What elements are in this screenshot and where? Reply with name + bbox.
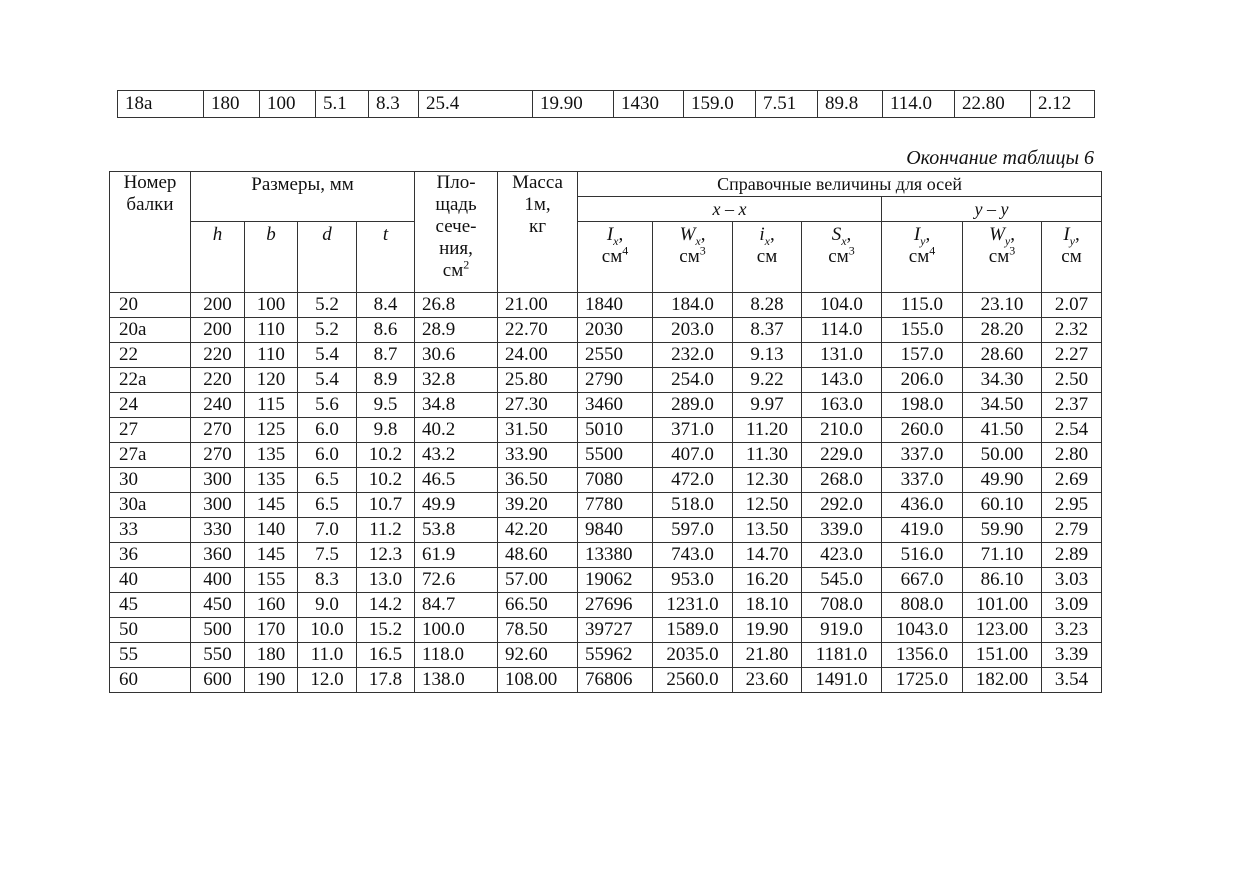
table-cell: 100 <box>260 91 316 118</box>
table-cell: 59.90 <box>963 518 1042 543</box>
table-cell: 3.39 <box>1042 643 1102 668</box>
table-cell: 34.8 <box>415 393 498 418</box>
table-cell: 118.0 <box>415 643 498 668</box>
table-cell: 516.0 <box>882 543 963 568</box>
table-cell: 371.0 <box>653 418 733 443</box>
table-cell: 26.8 <box>415 293 498 318</box>
header-Ix: $I_x$, $см^4$ <box>578 222 653 293</box>
table-cell: 28.9 <box>415 318 498 343</box>
beam-number-cell: 27a <box>110 443 191 468</box>
table-cell: 21.80 <box>733 643 802 668</box>
table-cell: 300 <box>191 468 245 493</box>
table-cell: 8.7 <box>357 343 415 368</box>
table-cell: 25.80 <box>498 368 578 393</box>
table-cell: 114.0 <box>883 91 955 118</box>
table-cell: 34.30 <box>963 368 1042 393</box>
table-cell: 1231.0 <box>653 593 733 618</box>
table-cell: 100 <box>245 293 298 318</box>
table-cell: 1491.0 <box>802 668 882 693</box>
table-cell: 104.0 <box>802 293 882 318</box>
table-cell: 260.0 <box>882 418 963 443</box>
beam-number-cell: 30 <box>110 468 191 493</box>
table-row <box>118 91 1095 118</box>
table-cell: 198.0 <box>882 393 963 418</box>
header-area: Пло- щадь сече- ния, $см^2$ <box>415 172 498 293</box>
table-cell: 220 <box>191 368 245 393</box>
table-cell: 27696 <box>578 593 653 618</box>
table-cell: 10.0 <box>298 618 357 643</box>
table-cell: 2030 <box>578 318 653 343</box>
table-cell: 157.0 <box>882 343 963 368</box>
table-cell: 143.0 <box>802 368 882 393</box>
table-cell: 423.0 <box>802 543 882 568</box>
header-dimensions: Размеры, мм <box>191 172 415 222</box>
table-row <box>110 668 1102 693</box>
table-cell: 61.9 <box>415 543 498 568</box>
table-cell: 72.6 <box>415 568 498 593</box>
table-cell: 30.6 <box>415 343 498 368</box>
table-cell: 9.0 <box>298 593 357 618</box>
table-cell: 60.10 <box>963 493 1042 518</box>
table-cell: 337.0 <box>882 443 963 468</box>
table-header <box>110 172 1102 293</box>
table-cell: 1725.0 <box>882 668 963 693</box>
table-row <box>110 368 1102 393</box>
table-cell: 23.60 <box>733 668 802 693</box>
table-cell: 28.60 <box>963 343 1042 368</box>
table-cell: 337.0 <box>882 468 963 493</box>
table-cell: 289.0 <box>653 393 733 418</box>
table-cell: 2.89 <box>1042 543 1102 568</box>
table-cell: 159.0 <box>684 91 756 118</box>
table-cell: 9840 <box>578 518 653 543</box>
header-Iy: $I_y$, $см^4$ <box>882 222 963 293</box>
table-cell: 2.27 <box>1042 343 1102 368</box>
table-cell: 9.22 <box>733 368 802 393</box>
table-cell: 135 <box>245 468 298 493</box>
table-cell: 42.20 <box>498 518 578 543</box>
table-row <box>110 493 1102 518</box>
beam-number-cell: 36 <box>110 543 191 568</box>
table-cell: 360 <box>191 543 245 568</box>
table-cell: 108.00 <box>498 668 578 693</box>
table-row <box>110 543 1102 568</box>
table-cell: 110 <box>245 318 298 343</box>
beam-number-cell: 40 <box>110 568 191 593</box>
beam-number-cell: 55 <box>110 643 191 668</box>
table-cell: 550 <box>191 643 245 668</box>
table-cell: 229.0 <box>802 443 882 468</box>
table-cell: 8.4 <box>357 293 415 318</box>
beam-properties-table <box>109 171 1102 693</box>
table-cell: 292.0 <box>802 493 882 518</box>
table-cell: 32.8 <box>415 368 498 393</box>
table-cell: 2.37 <box>1042 393 1102 418</box>
table-cell: 115 <box>245 393 298 418</box>
table-cell: 190 <box>245 668 298 693</box>
table-cell: 5.1 <box>316 91 369 118</box>
table-cell: 16.20 <box>733 568 802 593</box>
table-cell: 89.8 <box>818 91 883 118</box>
table-cell: 101.00 <box>963 593 1042 618</box>
table-row <box>110 318 1102 343</box>
table-cell: 78.50 <box>498 618 578 643</box>
table-cell: 115.0 <box>882 293 963 318</box>
header-b: b <box>245 222 298 293</box>
table-cell: 145 <box>245 543 298 568</box>
table-cell: 270 <box>191 418 245 443</box>
table-row <box>110 643 1102 668</box>
table-cell: 1840 <box>578 293 653 318</box>
table-cell: 518.0 <box>653 493 733 518</box>
table-cell: 953.0 <box>653 568 733 593</box>
table-cell: 12.3 <box>357 543 415 568</box>
table-cell: 12.0 <box>298 668 357 693</box>
header-d: d <box>298 222 357 293</box>
table-row <box>110 618 1102 643</box>
table-cell: 14.70 <box>733 543 802 568</box>
table-cell: 39.20 <box>498 493 578 518</box>
table-cell: 27.30 <box>498 393 578 418</box>
table-cell: 597.0 <box>653 518 733 543</box>
table-cell: 2.79 <box>1042 518 1102 543</box>
table-cell: 33.90 <box>498 443 578 468</box>
table-cell: 180 <box>245 643 298 668</box>
table-cell: 184.0 <box>653 293 733 318</box>
table-cell: 155.0 <box>882 318 963 343</box>
table-cell: 114.0 <box>802 318 882 343</box>
table-cell: 3.09 <box>1042 593 1102 618</box>
header-mass: Масса 1м, кг <box>498 172 578 293</box>
header-reference-values: Справочные величины для осей <box>578 172 1102 197</box>
header-axis-y: y – y <box>882 197 1102 222</box>
table-cell: 5.4 <box>298 343 357 368</box>
beam-number-cell: 45 <box>110 593 191 618</box>
table-cell: 7080 <box>578 468 653 493</box>
table-row <box>110 293 1102 318</box>
table-body <box>110 293 1102 693</box>
table-cell: 8.9 <box>357 368 415 393</box>
table-cell: 8.6 <box>357 318 415 343</box>
table-cell: 240 <box>191 393 245 418</box>
table-cell: 1181.0 <box>802 643 882 668</box>
table-cell: 6.5 <box>298 493 357 518</box>
beam-number-cell: 22 <box>110 343 191 368</box>
table-cell: 5500 <box>578 443 653 468</box>
table-cell: 472.0 <box>653 468 733 493</box>
table-cell: 36.50 <box>498 468 578 493</box>
header-beam-number: Номер балки <box>110 172 191 293</box>
table-cell: 407.0 <box>653 443 733 468</box>
table-cell: 76806 <box>578 668 653 693</box>
header-iy: $I_y$, см <box>1042 222 1102 293</box>
table-cell: 13380 <box>578 543 653 568</box>
beam-number-cell: 22a <box>110 368 191 393</box>
table-cell: 6.0 <box>298 443 357 468</box>
table-cell: 46.5 <box>415 468 498 493</box>
table-cell: 43.2 <box>415 443 498 468</box>
table-cell: 11.0 <box>298 643 357 668</box>
table-cell: 9.5 <box>357 393 415 418</box>
table-cell: 3.54 <box>1042 668 1102 693</box>
table-cell: 743.0 <box>653 543 733 568</box>
table-cell: 15.2 <box>357 618 415 643</box>
table-row <box>110 343 1102 368</box>
table-cell: 339.0 <box>802 518 882 543</box>
table-cell: 2.54 <box>1042 418 1102 443</box>
table-cell: 48.60 <box>498 543 578 568</box>
table-cell: 600 <box>191 668 245 693</box>
table-cell: 120 <box>245 368 298 393</box>
header-Sx: $S_x$, $см^3$ <box>802 222 882 293</box>
table-cell: 2035.0 <box>653 643 733 668</box>
table-cell: 708.0 <box>802 593 882 618</box>
table-cell: 2.69 <box>1042 468 1102 493</box>
table-row <box>110 468 1102 493</box>
beam-number-cell: 30a <box>110 493 191 518</box>
table-cell: 66.50 <box>498 593 578 618</box>
table-cell: 330 <box>191 518 245 543</box>
table-cell: 220 <box>191 343 245 368</box>
table-cell: 13.50 <box>733 518 802 543</box>
table-cell: 84.7 <box>415 593 498 618</box>
table-cell: 140 <box>245 518 298 543</box>
table-cell: 2.50 <box>1042 368 1102 393</box>
table-cell: 919.0 <box>802 618 882 643</box>
table-cell: 268.0 <box>802 468 882 493</box>
table-cell: 8.3 <box>369 91 419 118</box>
table-cell: 110 <box>245 343 298 368</box>
table-cell: 667.0 <box>882 568 963 593</box>
table-cell: 123.00 <box>963 618 1042 643</box>
table-cell: 8.28 <box>733 293 802 318</box>
table-cell: 170 <box>245 618 298 643</box>
table-cell: 9.97 <box>733 393 802 418</box>
table-cell: 13.0 <box>357 568 415 593</box>
table-caption: Окончание таблицы 6 <box>906 147 1094 169</box>
table-cell: 11.30 <box>733 443 802 468</box>
table-cell: 25.4 <box>419 91 533 118</box>
header-t: t <box>357 222 415 293</box>
table-row <box>110 393 1102 418</box>
table-cell: 163.0 <box>802 393 882 418</box>
header-Wx: $W_x$, $см^3$ <box>653 222 733 293</box>
beam-number-cell: 60 <box>110 668 191 693</box>
table-cell: 28.20 <box>963 318 1042 343</box>
table-cell: 21.00 <box>498 293 578 318</box>
table-cell: 160 <box>245 593 298 618</box>
table-cell: 71.10 <box>963 543 1042 568</box>
table-cell: 11.20 <box>733 418 802 443</box>
header-h: h <box>191 222 245 293</box>
table-cell: 500 <box>191 618 245 643</box>
table-cell: 57.00 <box>498 568 578 593</box>
table-cell: 100.0 <box>415 618 498 643</box>
table-cell: 2.80 <box>1042 443 1102 468</box>
table-cell: 50.00 <box>963 443 1042 468</box>
header-Wy: $W_y$, $см^3$ <box>963 222 1042 293</box>
table-cell: 151.00 <box>963 643 1042 668</box>
table-cell: 18a <box>118 91 204 118</box>
table-cell: 9.8 <box>357 418 415 443</box>
table-row <box>110 443 1102 468</box>
table-cell: 2.12 <box>1031 91 1095 118</box>
table-cell: 232.0 <box>653 343 733 368</box>
table-cell: 270 <box>191 443 245 468</box>
table-cell: 41.50 <box>963 418 1042 443</box>
table-cell: 203.0 <box>653 318 733 343</box>
table-cell: 1589.0 <box>653 618 733 643</box>
table-cell: 12.50 <box>733 493 802 518</box>
table-cell: 19.90 <box>533 91 614 118</box>
table-cell: 200 <box>191 318 245 343</box>
table-cell: 53.8 <box>415 518 498 543</box>
table-cell: 92.60 <box>498 643 578 668</box>
table-cell: 39727 <box>578 618 653 643</box>
table-cell: 23.10 <box>963 293 1042 318</box>
beam-number-cell: 20 <box>110 293 191 318</box>
table-cell: 2.07 <box>1042 293 1102 318</box>
table-cell: 145 <box>245 493 298 518</box>
table-cell: 400 <box>191 568 245 593</box>
table-cell: 2550 <box>578 343 653 368</box>
table-cell: 2560.0 <box>653 668 733 693</box>
table-cell: 12.30 <box>733 468 802 493</box>
beam-number-cell: 50 <box>110 618 191 643</box>
table-cell: 5.2 <box>298 293 357 318</box>
table-cell: 49.90 <box>963 468 1042 493</box>
table-cell: 200 <box>191 293 245 318</box>
table-cell: 10.2 <box>357 468 415 493</box>
table-cell: 55962 <box>578 643 653 668</box>
table-cell: 6.0 <box>298 418 357 443</box>
table-cell: 31.50 <box>498 418 578 443</box>
beam-number-cell: 24 <box>110 393 191 418</box>
table-cell: 254.0 <box>653 368 733 393</box>
table-cell: 19062 <box>578 568 653 593</box>
table-cell: 86.10 <box>963 568 1042 593</box>
table-cell: 7.0 <box>298 518 357 543</box>
table-cell: 7780 <box>578 493 653 518</box>
table-cell: 34.50 <box>963 393 1042 418</box>
table-cell: 22.80 <box>955 91 1031 118</box>
table-cell: 24.00 <box>498 343 578 368</box>
table-cell: 300 <box>191 493 245 518</box>
table-cell: 5010 <box>578 418 653 443</box>
table-cell: 808.0 <box>882 593 963 618</box>
table-cell: 138.0 <box>415 668 498 693</box>
table-cell: 2.32 <box>1042 318 1102 343</box>
table-cell: 18.10 <box>733 593 802 618</box>
beam-number-cell: 27 <box>110 418 191 443</box>
table-row <box>110 568 1102 593</box>
table-cell: 3.03 <box>1042 568 1102 593</box>
beam-number-cell: 33 <box>110 518 191 543</box>
table-cell: 3460 <box>578 393 653 418</box>
table-cell: 5.6 <box>298 393 357 418</box>
table-cell: 131.0 <box>802 343 882 368</box>
table-cell: 6.5 <box>298 468 357 493</box>
table-cell: 10.7 <box>357 493 415 518</box>
table-row <box>110 593 1102 618</box>
table-cell: 40.2 <box>415 418 498 443</box>
table-cell: 7.5 <box>298 543 357 568</box>
table-cell: 14.2 <box>357 593 415 618</box>
table-cell: 180 <box>204 91 260 118</box>
beam-number-cell: 20a <box>110 318 191 343</box>
table-cell: 19.90 <box>733 618 802 643</box>
table-cell: 436.0 <box>882 493 963 518</box>
table-cell: 9.13 <box>733 343 802 368</box>
table-cell: 206.0 <box>882 368 963 393</box>
table-cell: 182.00 <box>963 668 1042 693</box>
table-cell: 49.9 <box>415 493 498 518</box>
table-cell: 22.70 <box>498 318 578 343</box>
header-axis-x: x – x <box>578 197 882 222</box>
table-cell: 210.0 <box>802 418 882 443</box>
table-cell: 17.8 <box>357 668 415 693</box>
table-cell: 16.5 <box>357 643 415 668</box>
table-cell: 545.0 <box>802 568 882 593</box>
previous-table-fragment <box>117 90 1095 118</box>
table-cell: 155 <box>245 568 298 593</box>
table-cell: 450 <box>191 593 245 618</box>
table-cell: 10.2 <box>357 443 415 468</box>
table-cell: 135 <box>245 443 298 468</box>
table-cell: 125 <box>245 418 298 443</box>
table-cell: 419.0 <box>882 518 963 543</box>
table-cell: 1043.0 <box>882 618 963 643</box>
table-cell: 2790 <box>578 368 653 393</box>
table-cell: 8.37 <box>733 318 802 343</box>
table-cell: 1356.0 <box>882 643 963 668</box>
table-cell: 7.51 <box>756 91 818 118</box>
header-ix: $i_x$, см <box>733 222 802 293</box>
table-cell: 8.3 <box>298 568 357 593</box>
table-cell: 5.4 <box>298 368 357 393</box>
table-row <box>110 418 1102 443</box>
table-cell: 11.2 <box>357 518 415 543</box>
table-cell: 1430 <box>614 91 684 118</box>
table-cell: 2.95 <box>1042 493 1102 518</box>
table-cell: 5.2 <box>298 318 357 343</box>
table-cell: 3.23 <box>1042 618 1102 643</box>
table-row <box>110 518 1102 543</box>
